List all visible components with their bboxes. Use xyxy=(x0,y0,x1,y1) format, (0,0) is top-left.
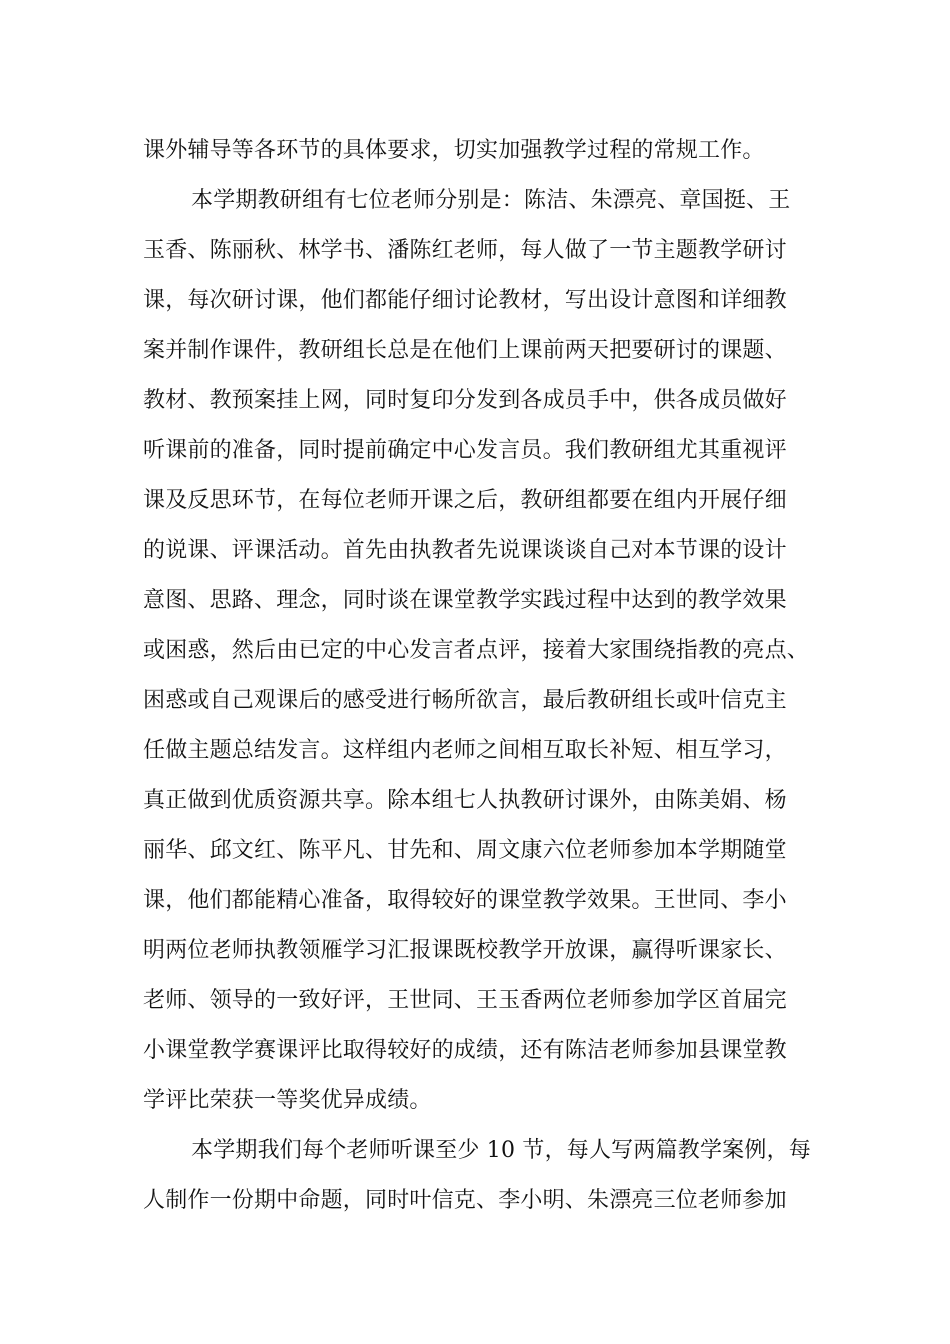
text-line: 教材、教预案挂上网，同时复印分发到各成员手中，供各成员做好 xyxy=(143,388,787,413)
text-line: 意图、思路、理念，同时谈在课堂教学实践过程中达到的教学效果 xyxy=(143,588,787,613)
text-line: 学评比荣获一等奖优异成绩。 xyxy=(143,1088,432,1113)
text-line: 课，他们都能精心准备，取得较好的课堂教学效果。王世同、李小 xyxy=(143,888,787,913)
text-line: 真正做到优质资源共享。除本组七人执教研讨课外，由陈美娟、杨 xyxy=(143,788,787,813)
text-line: 玉香、陈丽秋、林学书、潘陈红老师，每人做了一节主题教学研讨 xyxy=(143,238,787,263)
text-line: 老师、领导的一致好评，王世同、王玉香两位老师参加学区首届完 xyxy=(143,988,787,1013)
text-line: 课外辅导等各环节的具体要求，切实加强教学过程的常规工作。 xyxy=(143,138,765,163)
text-line: 丽华、邱文红、陈平凡、甘先和、周文康六位老师参加本学期随堂 xyxy=(143,838,787,863)
text-line: 课，每次研讨课，他们都能仔细讨论教材，写出设计意图和详细教 xyxy=(143,288,787,313)
text-line: 明两位老师执教领雁学习汇报课既校教学开放课，赢得听课家长、 xyxy=(143,938,787,963)
text-line: 或困惑，然后由已定的中心发言者点评，接着大家围绕指教的亮点、 xyxy=(143,638,810,663)
text-line: 任做主题总结发言。这样组内老师之间相互取长补短、相互学习， xyxy=(143,738,787,763)
text-line: 的说课、评课活动。首先由执教者先说课谈谈自己对本节课的设计 xyxy=(143,538,787,563)
text-line: 人制作一份期中命题，同时叶信克、李小明、朱漂亮三位老师参加 xyxy=(143,1188,787,1213)
text-line: 小课堂教学赛课评比取得较好的成绩，还有陈洁老师参加县课堂教 xyxy=(143,1038,787,1063)
paragraph-start-line: 本学期教研组有七位老师分别是：陈洁、朱漂亮、章国挺、王 xyxy=(191,188,791,213)
text-line: 案并制作课件，教研组长总是在他们上课前两天把要研讨的课题、 xyxy=(143,338,787,363)
text-line: 困惑或自己观课后的感受进行畅所欲言，最后教研组长或叶信克主 xyxy=(143,688,787,713)
paragraph-start-line: 本学期我们每个老师听课至少 10 节，每人写两篇教学案例，每 xyxy=(191,1138,811,1163)
text-line: 听课前的准备，同时提前确定中心发言员。我们教研组尤其重视评 xyxy=(143,438,787,463)
text-line: 课及反思环节，在每位老师开课之后，教研组都要在组内开展仔细 xyxy=(143,488,787,513)
